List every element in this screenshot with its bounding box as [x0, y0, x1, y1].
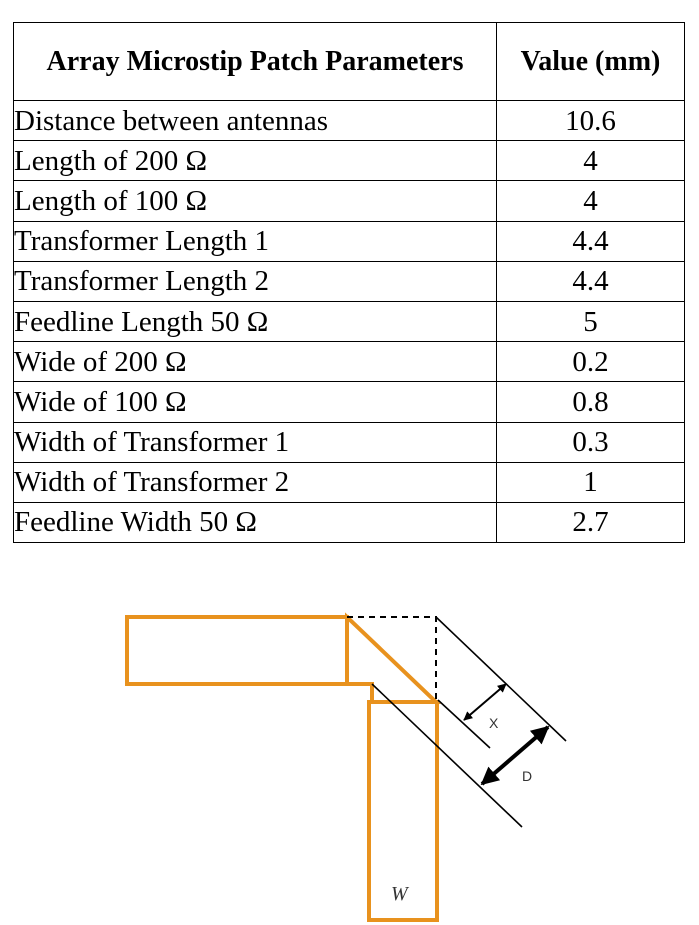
- param-value: 0.3: [497, 422, 685, 462]
- param-value: 5: [497, 301, 685, 341]
- table-row: [14, 422, 685, 462]
- table-row: [14, 502, 685, 542]
- table-row: [14, 301, 685, 341]
- table-row: [14, 261, 685, 301]
- parameter-table: [13, 22, 685, 543]
- param-value: 0.8: [497, 382, 685, 422]
- mitered-bend-diagram: [0, 585, 699, 925]
- param-value: 4.4: [497, 261, 685, 301]
- outer-diagonal-line: [436, 617, 566, 741]
- table-row: [14, 462, 685, 502]
- param-name: Transformer Length 2: [14, 261, 497, 301]
- param-name: Wide of 200 Ω: [14, 342, 497, 382]
- miter-corner: [347, 617, 436, 702]
- d-dimension-arrow: [482, 727, 548, 784]
- table-row: [14, 141, 685, 181]
- header-value: Value (mm): [497, 23, 685, 101]
- d-label: D: [522, 768, 533, 784]
- param-name: Feedline Length 50 Ω: [14, 301, 497, 341]
- w-label: W: [391, 883, 408, 905]
- horizontal-trace: [127, 617, 347, 684]
- table-header-row: [14, 23, 685, 101]
- param-name: Distance between antennas: [14, 101, 497, 141]
- param-value: 4: [497, 181, 685, 221]
- param-value: 4: [497, 141, 685, 181]
- param-name: Length of 200 Ω: [14, 141, 497, 181]
- param-name: Feedline Width 50 Ω: [14, 502, 497, 542]
- param-value: 10.6: [497, 101, 685, 141]
- header-parameters: Array Microstip Patch Parameters: [14, 23, 497, 101]
- param-value: 2.7: [497, 502, 685, 542]
- param-name: Width of Transformer 1: [14, 422, 497, 462]
- table-row: [14, 101, 685, 141]
- miter-diagonal-line: [438, 700, 490, 748]
- param-value: 0.2: [497, 342, 685, 382]
- table-row: [14, 181, 685, 221]
- param-value: 1: [497, 462, 685, 502]
- param-name: Transformer Length 1: [14, 221, 497, 261]
- table-row: [14, 342, 685, 382]
- param-name: Wide of 100 Ω: [14, 382, 497, 422]
- param-value: 4.4: [497, 221, 685, 261]
- table-row: [14, 382, 685, 422]
- x-label: X: [489, 715, 499, 731]
- table-row: [14, 221, 685, 261]
- param-name: Length of 100 Ω: [14, 181, 497, 221]
- param-name: Width of Transformer 2: [14, 462, 497, 502]
- inner-diagonal-line: [372, 684, 522, 827]
- x-dimension-arrow: [464, 684, 506, 720]
